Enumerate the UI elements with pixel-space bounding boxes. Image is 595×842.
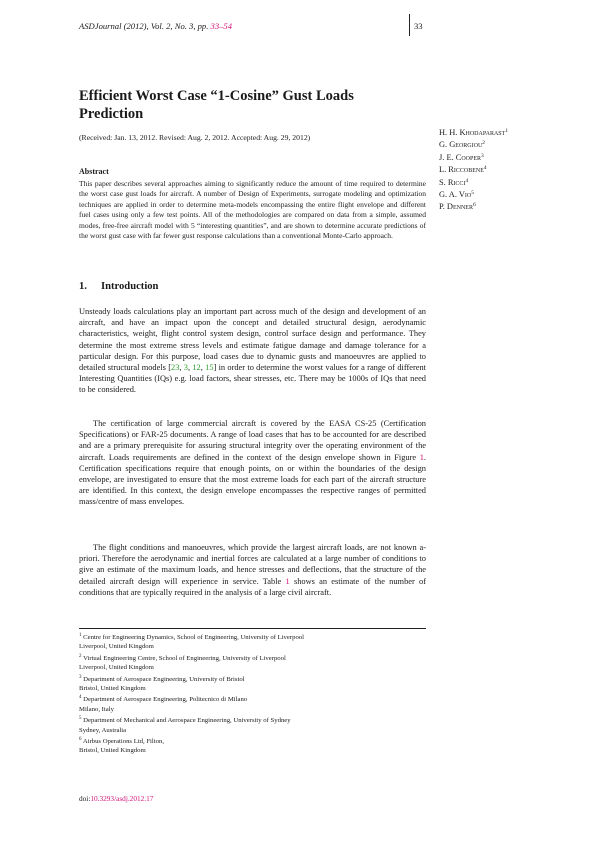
body-paragraph-2: The certification of large commercial aircraft is covered by the EASA CS-25 (Certification Specifications) or FAR-25 documents. A range of load cases that has to be accounted for are described and are a primary prerequisite for assuring structural integrity over the operating environment of the aircraft. Loads requirements are defined in the context of the design envelope shown in Figure 1. Certification specifications require that enough points, on or within the boundaries of the design envelope, are investigated to ensure that the most extreme loads for each part of the aircraft structure are identified. In this context, the design envelope encompasses the respective ranges of permitted mass/centre of mass envelopes.	[79, 419, 426, 507]
footnotes	[79, 631, 439, 756]
doi-prefix: doi:	[79, 794, 91, 803]
footnote: $^6$ Airbus Operations Ltd, Filton, Bristol, United Kingdom	[79, 737, 164, 755]
figure-ref-link[interactable]: 1	[419, 452, 424, 462]
footnote: $^5$ Department of Mechanical and Aerospace Engineering, University of Sydney Sydney, Australia	[79, 716, 291, 734]
doi-link[interactable]: 10.3293/asdj.2012.17	[90, 794, 154, 803]
author: G. Georgiou$^2$	[439, 140, 486, 150]
page-number: 33	[414, 21, 423, 31]
author: G. A. Vio$^5$	[439, 190, 474, 200]
citation-link[interactable]: 23	[171, 363, 180, 373]
author: H. H. Khodaparast$^1$	[439, 128, 509, 137]
section-number: 1.	[79, 281, 87, 292]
footnote: $^4$ Department of Aerospace Engineering, Politecnico di Milano Milano, Italy	[79, 695, 248, 713]
journal-citation: ASDJournal (2012), Vol. 2, No. 3, pp.	[79, 21, 211, 31]
section-heading	[79, 281, 158, 292]
author: P. Denner$^6$	[439, 202, 476, 212]
citation-link[interactable]: 15	[205, 363, 214, 373]
abstract-text: This paper describes several approaches aiming to significantly reduce the amount of time required to determine the worst case gust loads for aircraft. A number of Design of Experiments, surrogate modeling and optimization techniques are applied in order to determine meta-models encompassing the entire flight envelope and different fuel cases using only a few test points. All of the methodologies are compared on data from a simple, assumed modes, free-free aircraft model with 5 “interesting quantities”, and are shown to determine accurate predictions of the worst gust case with far fewer gust response calculations than a conventional Monte-Carlo approach.	[79, 179, 426, 241]
page-range-link[interactable]: 33–54	[210, 21, 233, 31]
header-divider	[409, 14, 410, 36]
section-title: Introduction	[100, 281, 159, 292]
author: S. Ricci$^4$	[439, 177, 469, 187]
footnote: $^2$ Virtual Engineering Centre, School of Engineering, University of Liverpool Liverpool, United Kingdom	[79, 653, 286, 672]
footnote-divider	[79, 628, 426, 629]
citation-link[interactable]: 3	[183, 363, 188, 373]
author: L. Riccobene$^4$	[439, 165, 487, 175]
footnote: $^1$ Centre for Engineering Dynamics, School of Engineering, University of Liverpool Liverpool, United Kingdom	[79, 633, 304, 651]
author-list	[439, 126, 508, 213]
body-paragraph-1: Unsteady loads calculations play an important part across much of the design and development of an aircraft, and have an impact upon the concept and detailed structural design, aerodynamic characteristics, weight, flight control system design, control surface design and performance. They determine the most extreme stress levels and estimate fatigue damage and damage tolerance for a particular design. For this purpose, load cases due to dynamic gusts and manoeuvres are applied to detailed structural models [23, 3, 12, 15] in order to determine the worst values for a range of different Interesting Quantities (IQs) e.g. load factors, shear stresses, etc. There may be 1000s of IQs that need to be considered.	[79, 307, 426, 395]
abstract-heading: Abstract	[79, 167, 109, 176]
doi	[79, 794, 153, 803]
author: J. E. Cooper$^3$	[439, 152, 484, 162]
body-paragraph-3: The flight conditions and manoeuvres, which provide the largest aircraft loads, are not known a-priori. Therefore the aerodynamic and inertial forces are calculated at a large number of conditions to give an estimate of the maximum loads, and hence stresses and deflections, that the structure of the detailed aircraft design will experience in service. Table 1 shows an estimate of the number of conditions that are typically required in the analysis of a large civil aircraft.	[79, 543, 426, 597]
footnote: $^3$ Department of Aerospace Engineering, University of Bristol Bristol, United Kingdom	[79, 674, 245, 693]
received-dates: (Received: Jan. 13, 2012. Revised: Aug. 2, 2012. Accepted: Aug. 29, 2012)	[79, 133, 311, 142]
citation-link[interactable]: 12	[192, 363, 201, 373]
table-ref-link[interactable]: 1	[285, 576, 290, 586]
paper-title: Efficient Worst Case “1-Cosine” Gust Loads Prediction	[79, 88, 354, 122]
journal-header	[79, 21, 232, 31]
